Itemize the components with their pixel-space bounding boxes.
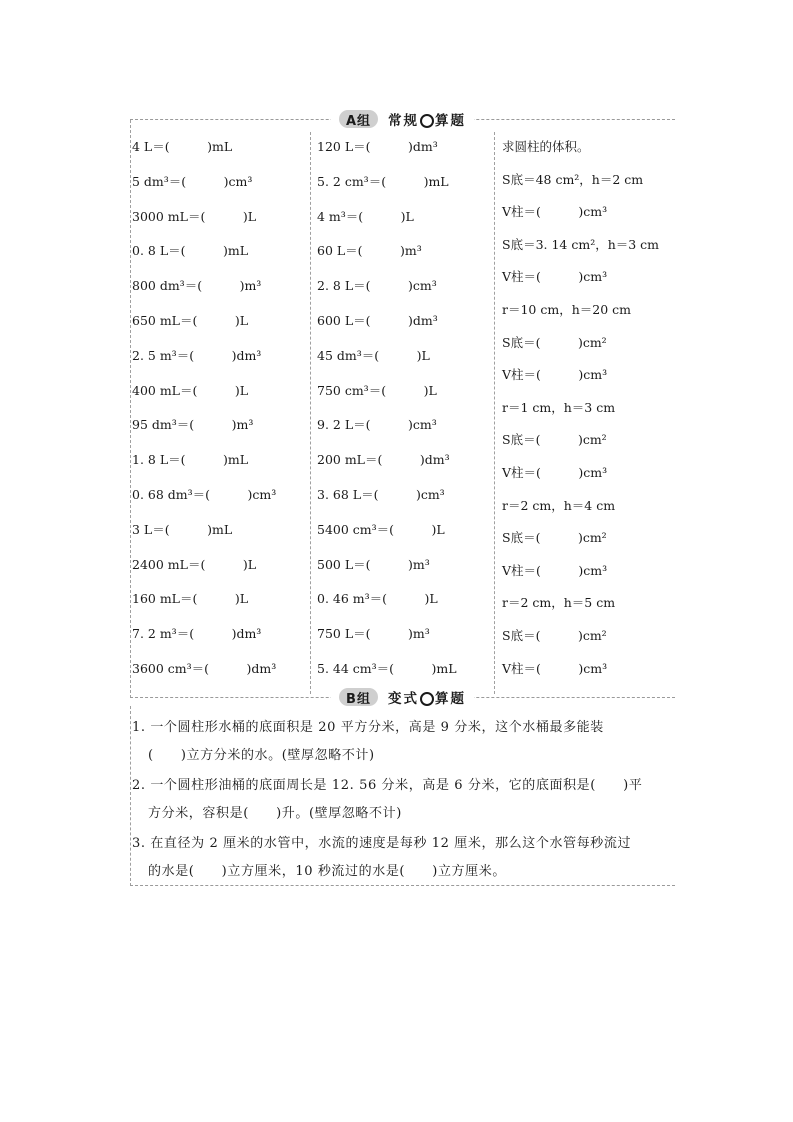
cylinder-item: V柱＝( )cm³ — [502, 660, 608, 676]
conversion-item: 95 dm³＝( )m³ — [132, 417, 254, 433]
cylinder-item: V柱＝( )cm³ — [502, 367, 608, 383]
conversion-item: 750 L＝( )m³ — [317, 626, 430, 642]
conversion-item: 1. 8 L＝( )mL — [132, 452, 249, 468]
column-divider-1 — [310, 132, 311, 694]
conversion-item: 5400 cm³＝( )L — [317, 521, 445, 537]
problem-2-line-1: 2. 一个圆柱形油桶的底面周长是 12. 56 分米，高是 6 分米，它的底面积是( )平 — [132, 778, 643, 793]
conversion-item: 5 dm³＝( )cm³ — [132, 173, 253, 189]
group-b-title-end: 算题 — [434, 691, 466, 707]
conversion-item: 600 L＝( )dm³ — [317, 313, 438, 328]
group-b-title-text: 变式 — [387, 691, 419, 707]
problem-3-line-2: 的水是( )立方厘米，10 秒流过的水是( )立方厘米。 — [148, 864, 506, 879]
conversion-item: 0. 46 m³＝( )L — [317, 591, 438, 607]
group-b-header — [130, 686, 675, 708]
conversion-item: 750 cm³＝( )L — [317, 382, 437, 398]
conversion-item: 5. 2 cm³＝( )mL — [317, 173, 449, 189]
conversion-item: 9. 2 L＝( )cm³ — [317, 417, 437, 433]
problem-1-line-1: 1. 一个圆柱形水桶的底面积是 20 平方分米，高是 9 分米，这个水桶最多能装 — [132, 720, 604, 735]
problem-1-line-2: ( )立方分米的水。(壁厚忽略不计) — [148, 748, 375, 763]
cylinder-item: r＝10 cm，h＝20 cm — [502, 302, 631, 317]
group-a-badge: A组 — [339, 110, 378, 128]
conversion-item: 45 dm³＝( )L — [317, 347, 430, 363]
group-a-title-text: 常规 — [388, 113, 420, 129]
conversion-item: 7. 2 m³＝( )dm³ — [132, 626, 262, 642]
problem-2-line-2: 方分米，容积是( )升。(壁厚忽略不计) — [148, 806, 402, 821]
circle-icon — [420, 692, 434, 706]
cylinder-item: V柱＝( )cm³ — [502, 204, 608, 220]
group-a-header — [130, 108, 675, 130]
left-border — [130, 120, 131, 698]
conversion-item: 400 mL＝( )L — [132, 382, 249, 398]
conversion-item: 0. 8 L＝( )mL — [132, 243, 249, 259]
group-a-title-end: 算题 — [435, 113, 467, 129]
cylinder-item: S底＝( )cm² — [502, 628, 607, 643]
conversion-item: 2400 mL＝( )L — [132, 556, 256, 572]
conversion-item: 3000 mL＝( )L — [132, 208, 256, 224]
cylinder-item: S底＝48 cm²，h＝2 cm — [502, 171, 644, 187]
conversion-item: 2. 8 L＝( )cm³ — [317, 278, 437, 294]
cylinder-item: S底＝( )cm² — [502, 530, 607, 546]
cylinder-item: S底＝3. 14 cm²，h＝3 cm — [502, 236, 660, 252]
column-divider-2 — [494, 132, 495, 694]
conversion-item: 60 L＝( )m³ — [317, 243, 422, 259]
cylinder-item: V柱＝( )cm³ — [502, 269, 608, 285]
conversion-item: 800 dm³＝( )m³ — [132, 278, 262, 294]
cylinder-item: r＝2 cm，h＝5 cm — [502, 595, 616, 611]
cylinder-item: S底＝( )cm² — [502, 432, 607, 448]
conversion-item: 4 L＝( )mL — [132, 139, 233, 154]
cylinder-item: S底＝( )cm² — [502, 334, 607, 350]
word-problems — [130, 718, 675, 888]
conversion-item: 5. 44 cm³＝( )mL — [317, 661, 457, 676]
conversion-item: 120 L＝( )dm³ — [317, 139, 438, 154]
group-a-title — [331, 109, 474, 129]
conversion-item: 3. 68 L＝( )cm³ — [317, 487, 445, 502]
conversion-item: 500 L＝( )m³ — [317, 556, 430, 572]
conversion-item: 200 mL＝( )dm³ — [317, 452, 450, 468]
conversion-item: 2. 5 m³＝( )dm³ — [132, 347, 262, 363]
group-b-title — [331, 687, 474, 707]
cylinder-item: V柱＝( )cm³ — [502, 465, 608, 480]
cylinder-item: r＝1 cm，h＝3 cm — [502, 399, 616, 415]
conversion-item: 3600 cm³＝( )dm³ — [132, 661, 277, 676]
bottom-rule — [130, 885, 675, 886]
cylinder-item: 求圆柱的体积。 — [502, 139, 590, 154]
problem-3-line-1: 3. 在直径为 2 厘米的水管中，水流的速度是每秒 12 厘米，那么这个水管每秒流过 — [132, 836, 632, 851]
cylinder-item: V柱＝( )cm³ — [502, 562, 608, 578]
conversion-item: 650 mL＝( )L — [132, 313, 249, 328]
cylinder-item: r＝2 cm，h＝4 cm — [502, 497, 616, 513]
conversion-item: 0. 68 dm³＝( )cm³ — [132, 487, 277, 502]
group-b-badge: B组 — [339, 688, 378, 706]
conversion-item: 3 L＝( )mL — [132, 521, 233, 537]
conversion-item: 160 mL＝( )L — [132, 591, 249, 607]
conversion-item: 4 m³＝( )L — [317, 208, 414, 224]
circle-icon — [420, 114, 434, 128]
